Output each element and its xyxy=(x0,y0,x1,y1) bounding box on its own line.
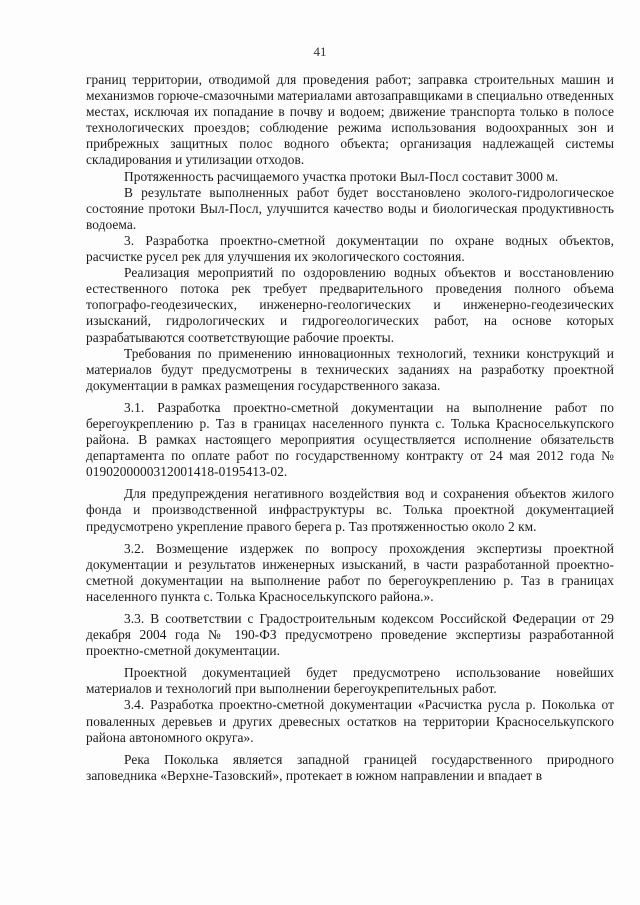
paragraph-pokolka-river: Река Поколька является западной границей государственного природного заповедника «Верхне-Тазовский», протекает в южном направлении и впадает в xyxy=(86,751,614,783)
paragraph-length: Протяженность расчищаемого участка протоки Выл-Посл составит 3000 м. xyxy=(124,168,559,184)
paragraph-section-3-1: 3.1. Разработка проектно-сметной документации на выполнение работ по берегоукреплению р. Таз в границах населенного пункта с. Толька Красноселькупского района. В рамках настоящего мероприятия осуществляется исполнение обязательств департамента по оплате работ по государственному контракту от 24 мая 2012 года № 0190200000312001418-0195413-02. xyxy=(86,399,614,480)
paragraph-result: В результате выполненных работ будет восстановлено эколого-гидрологическое состояние протоки Выл-Посл, улучшится качество воды и биологическая продуктивность водоема. xyxy=(86,184,614,232)
paragraph-prevention: Для предупреждения негативного воздействия вод и сохранения объектов жилого фонда и производственной инфраструктуры вс. Толька проектной документацией предусмотрено укрепление правого берега р. Таз протяженностью около 2 км. xyxy=(86,486,614,534)
paragraph-implementation: Реализация мероприятий по оздоровлению водных объектов и восстановлению естественного потока рек требует предварительного проведения полного объема топографо-геодезических, инженерно-геологических и инженерно-геодезических изысканий, гидрологических и гидрогеологических работ, на основе которых разрабатываются соответствующие рабочие проекты. xyxy=(86,265,614,345)
paragraph-materials: Проектной документацией будет предусмотрено использование новейших материалов и технологий при выполнении берегоукрепительных работ. xyxy=(86,665,614,697)
paragraph-section-3: 3. Разработка проектно-сметной документации по охране водных объектов, расчистке русел рек для улучшения их экологического состояния. xyxy=(86,232,614,265)
document-body xyxy=(86,72,614,784)
paragraph-section-3-4: 3.4. Разработка проектно-сметной документации «Расчистка русла р. Поколька от поваленных деревьев и других древесных остатков на территории Красноселькупского района автономного округа». xyxy=(86,697,614,745)
paragraph-requirements: Требования по применению инновационных технологий, техники конструкций и материалов будут предусмотрены в технических заданиях на разработку проектной документации в рамках размещения государственного заказа. xyxy=(86,345,614,393)
paragraph-continuation: границ территории, отводимой для проведения работ; заправка строительных машин и механизмов горюче-смазочными материалами автозаправщиками в специально отведенных местах, исключая их попадание в почву и водоем; движение транспорта только в полосе технологических проездов; соблюдение режима использования водоохранных зон и прибрежных защитных полос водного объекта; организация надлежащей системы складирования и утилизации отходов. xyxy=(86,72,614,168)
paragraph-section-3-3: 3.3. В соответствии с Градостроительным кодексом Российской Федерации от 29 декабря 2004 года № 190-ФЗ предусмотрено проведение экспертизы разработанной проектно-сметной документации. xyxy=(86,611,614,659)
page-number: 41 xyxy=(313,44,327,59)
paragraph-section-3-2: 3.2. Возмещение издержек по вопросу прохождения экспертизы проектной документации и результатов инженерных изысканий, в части разработанной проектно-сметной документации на выполнение работ по берегоукреплению р. Таз в границах населенного пункта с. Толька Красноселькупского района.». xyxy=(86,540,614,604)
